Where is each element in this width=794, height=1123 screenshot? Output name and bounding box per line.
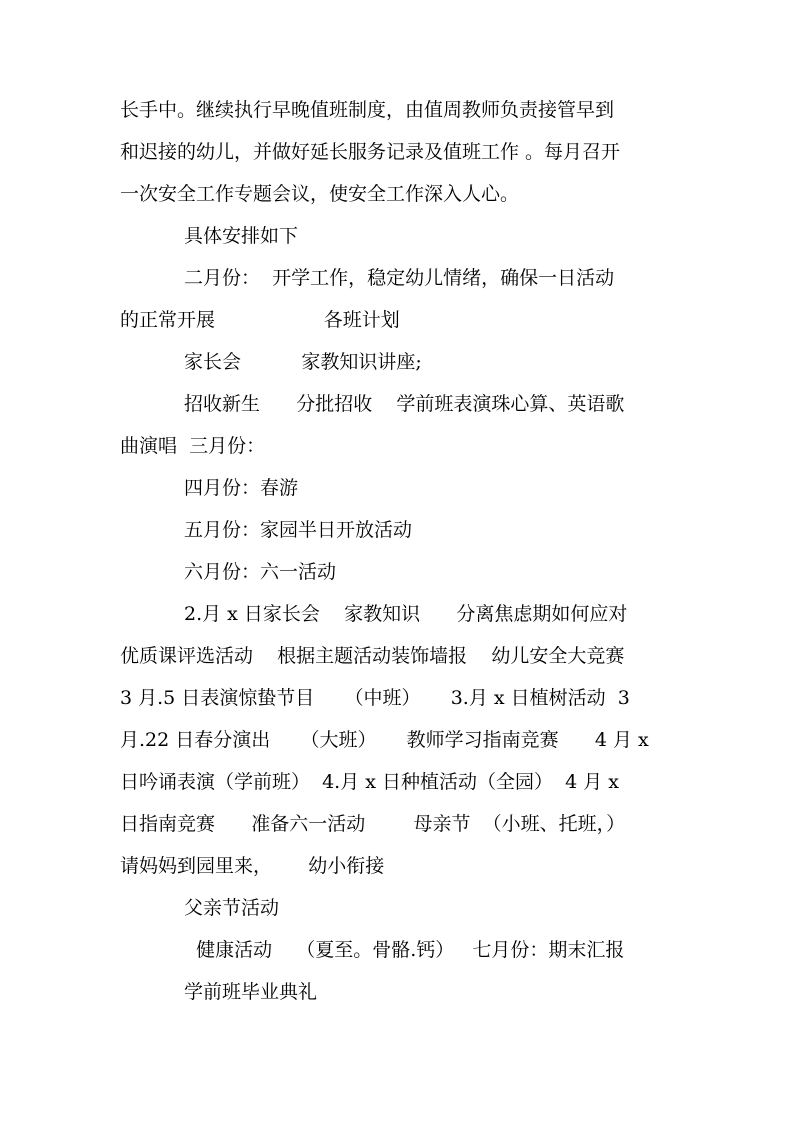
paragraph-line: 四月份：春游	[184, 477, 299, 499]
section-heading: 具体安排如下	[184, 225, 299, 247]
paragraph-line: 月.22 日春分演出 （大班） 教师学习指南竞赛 4 月 x	[120, 729, 649, 751]
paragraph-line: 五月份：家园半日开放活动	[184, 519, 413, 541]
paragraph-line: 日指南竞赛 准备六一活动 母亲节 （小班、托班，）	[120, 813, 626, 835]
paragraph-line: 学前班毕业典礼	[184, 981, 318, 1003]
paragraph-line: 优质课评选活动 根据主题活动装饰墙报 幼儿安全大竞赛	[120, 645, 625, 667]
paragraph-line: 请妈妈到园里来， 幼小衔接	[120, 855, 385, 877]
paragraph-line: 一次安全工作专题会议，使安全工作深入人心。	[120, 183, 520, 205]
paragraph-line: 日吟诵表演（学前班） 4.月 x 日种植活动（全园） 4 月 x	[120, 771, 619, 793]
paragraph-line: 长手中。继续执行早晚值班制度，由值周教师负责接管早到	[120, 99, 615, 121]
paragraph-line: 招收新生 分批招收 学前班表演珠心算、英语歌	[184, 393, 625, 415]
paragraph-line: 二月份： 开学工作，稳定幼儿情绪，确保一日活动	[184, 267, 615, 289]
paragraph-line: 父亲节活动	[184, 897, 280, 919]
paragraph-line: 家长会 家教知识讲座;	[184, 351, 422, 373]
paragraph-line: 和迟接的幼儿，并做好延长服务记录及值班工作 。每月召开	[120, 141, 621, 163]
paragraph-line: 3 月.5 日表演惊蛰节目 （中班） 3.月 x 日植树活动 3	[120, 687, 630, 709]
paragraph-line: 曲演唱 三月份：	[120, 435, 266, 457]
paragraph-line: 六月份：六一活动	[184, 561, 337, 583]
paragraph-line: 2.月 x 日家长会 家教知识 分离焦虑期如何应对	[184, 603, 628, 625]
paragraph-line: 健康活动 （夏至。骨骼.钙） 七月份：期末汇报	[184, 939, 625, 961]
paragraph-line: 的正常开展 各班计划	[120, 309, 400, 331]
